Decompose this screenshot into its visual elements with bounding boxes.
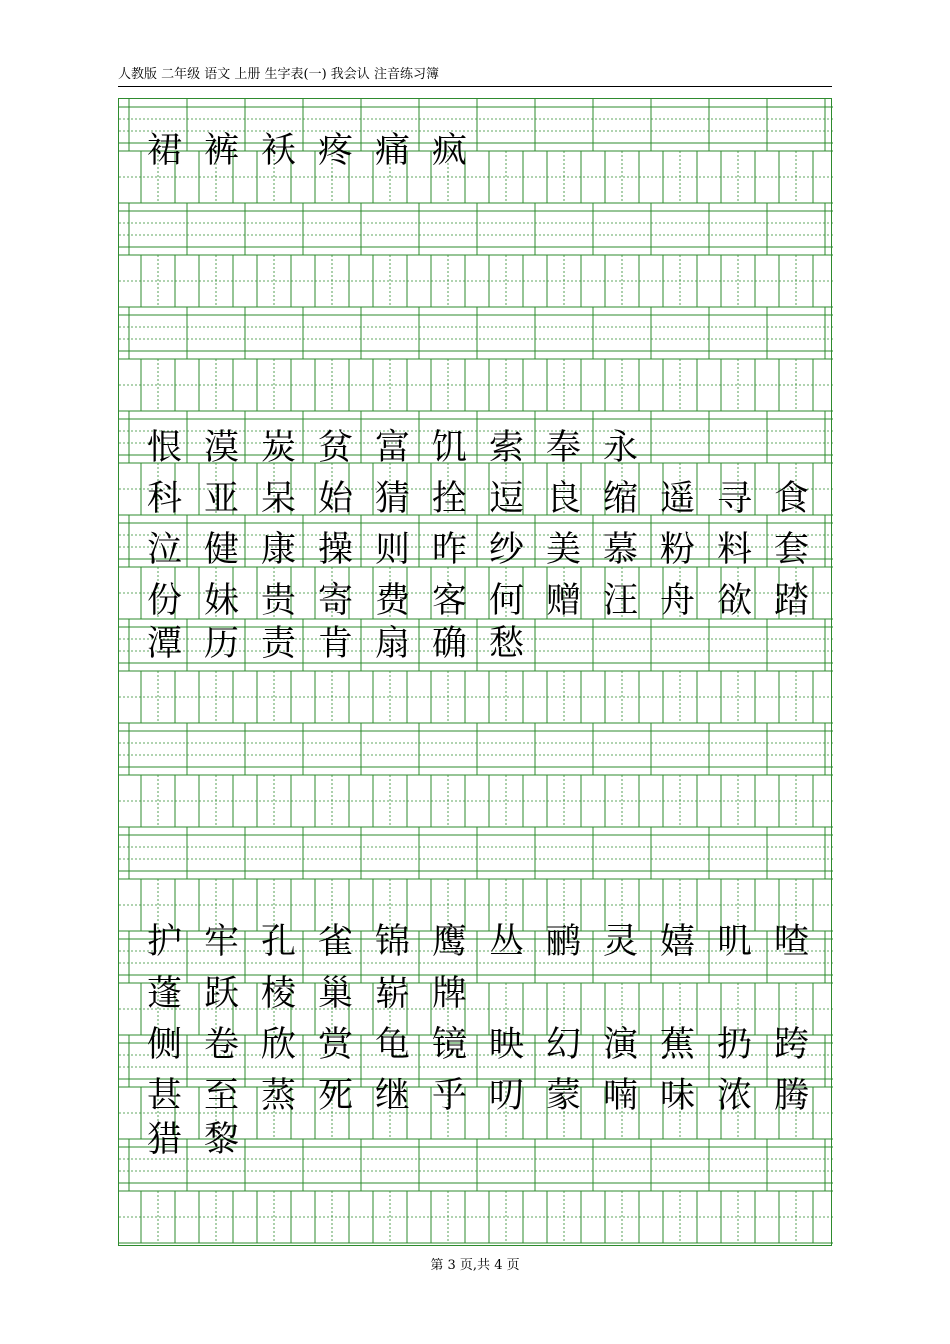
char-row-7: 护牢孔雀锦鹰丛鹂灵嬉叽喳 [147, 922, 832, 962]
page-header: 人教版 二年级 语文 上册 生字表(一) 我会认 注音练习簿 [118, 67, 439, 82]
char-row-3: 科亚呆始猜拴逗良缩遥寻食 [147, 479, 832, 519]
char-row-2: 恨漠炭贫富饥索奉永 [147, 428, 661, 468]
char-row-11: 猎黎 [147, 1120, 262, 1160]
char-row-10: 甚至蒸死继乎叨蒙喃味浓腾 [147, 1076, 832, 1116]
char-row-4: 泣健康操则昨纱美慕粉料套 [147, 530, 832, 570]
char-row-1: 裙裤袄疼痛疯 [147, 131, 490, 171]
char-row-8: 蓬跃棱巢崭牌 [147, 974, 490, 1014]
char-row-5: 份妹贵寄费客何赠汪舟欲踏 [147, 581, 832, 621]
practice-sheet [118, 98, 832, 1246]
page-footer: 第 3 页,共 4 页 [430, 1258, 520, 1273]
header-rule [118, 86, 832, 87]
char-row-9: 侧卷欣赏龟镜映幻演蕉扔跨 [147, 1025, 832, 1065]
char-row-6: 潭历责肯扇确愁 [147, 624, 547, 664]
